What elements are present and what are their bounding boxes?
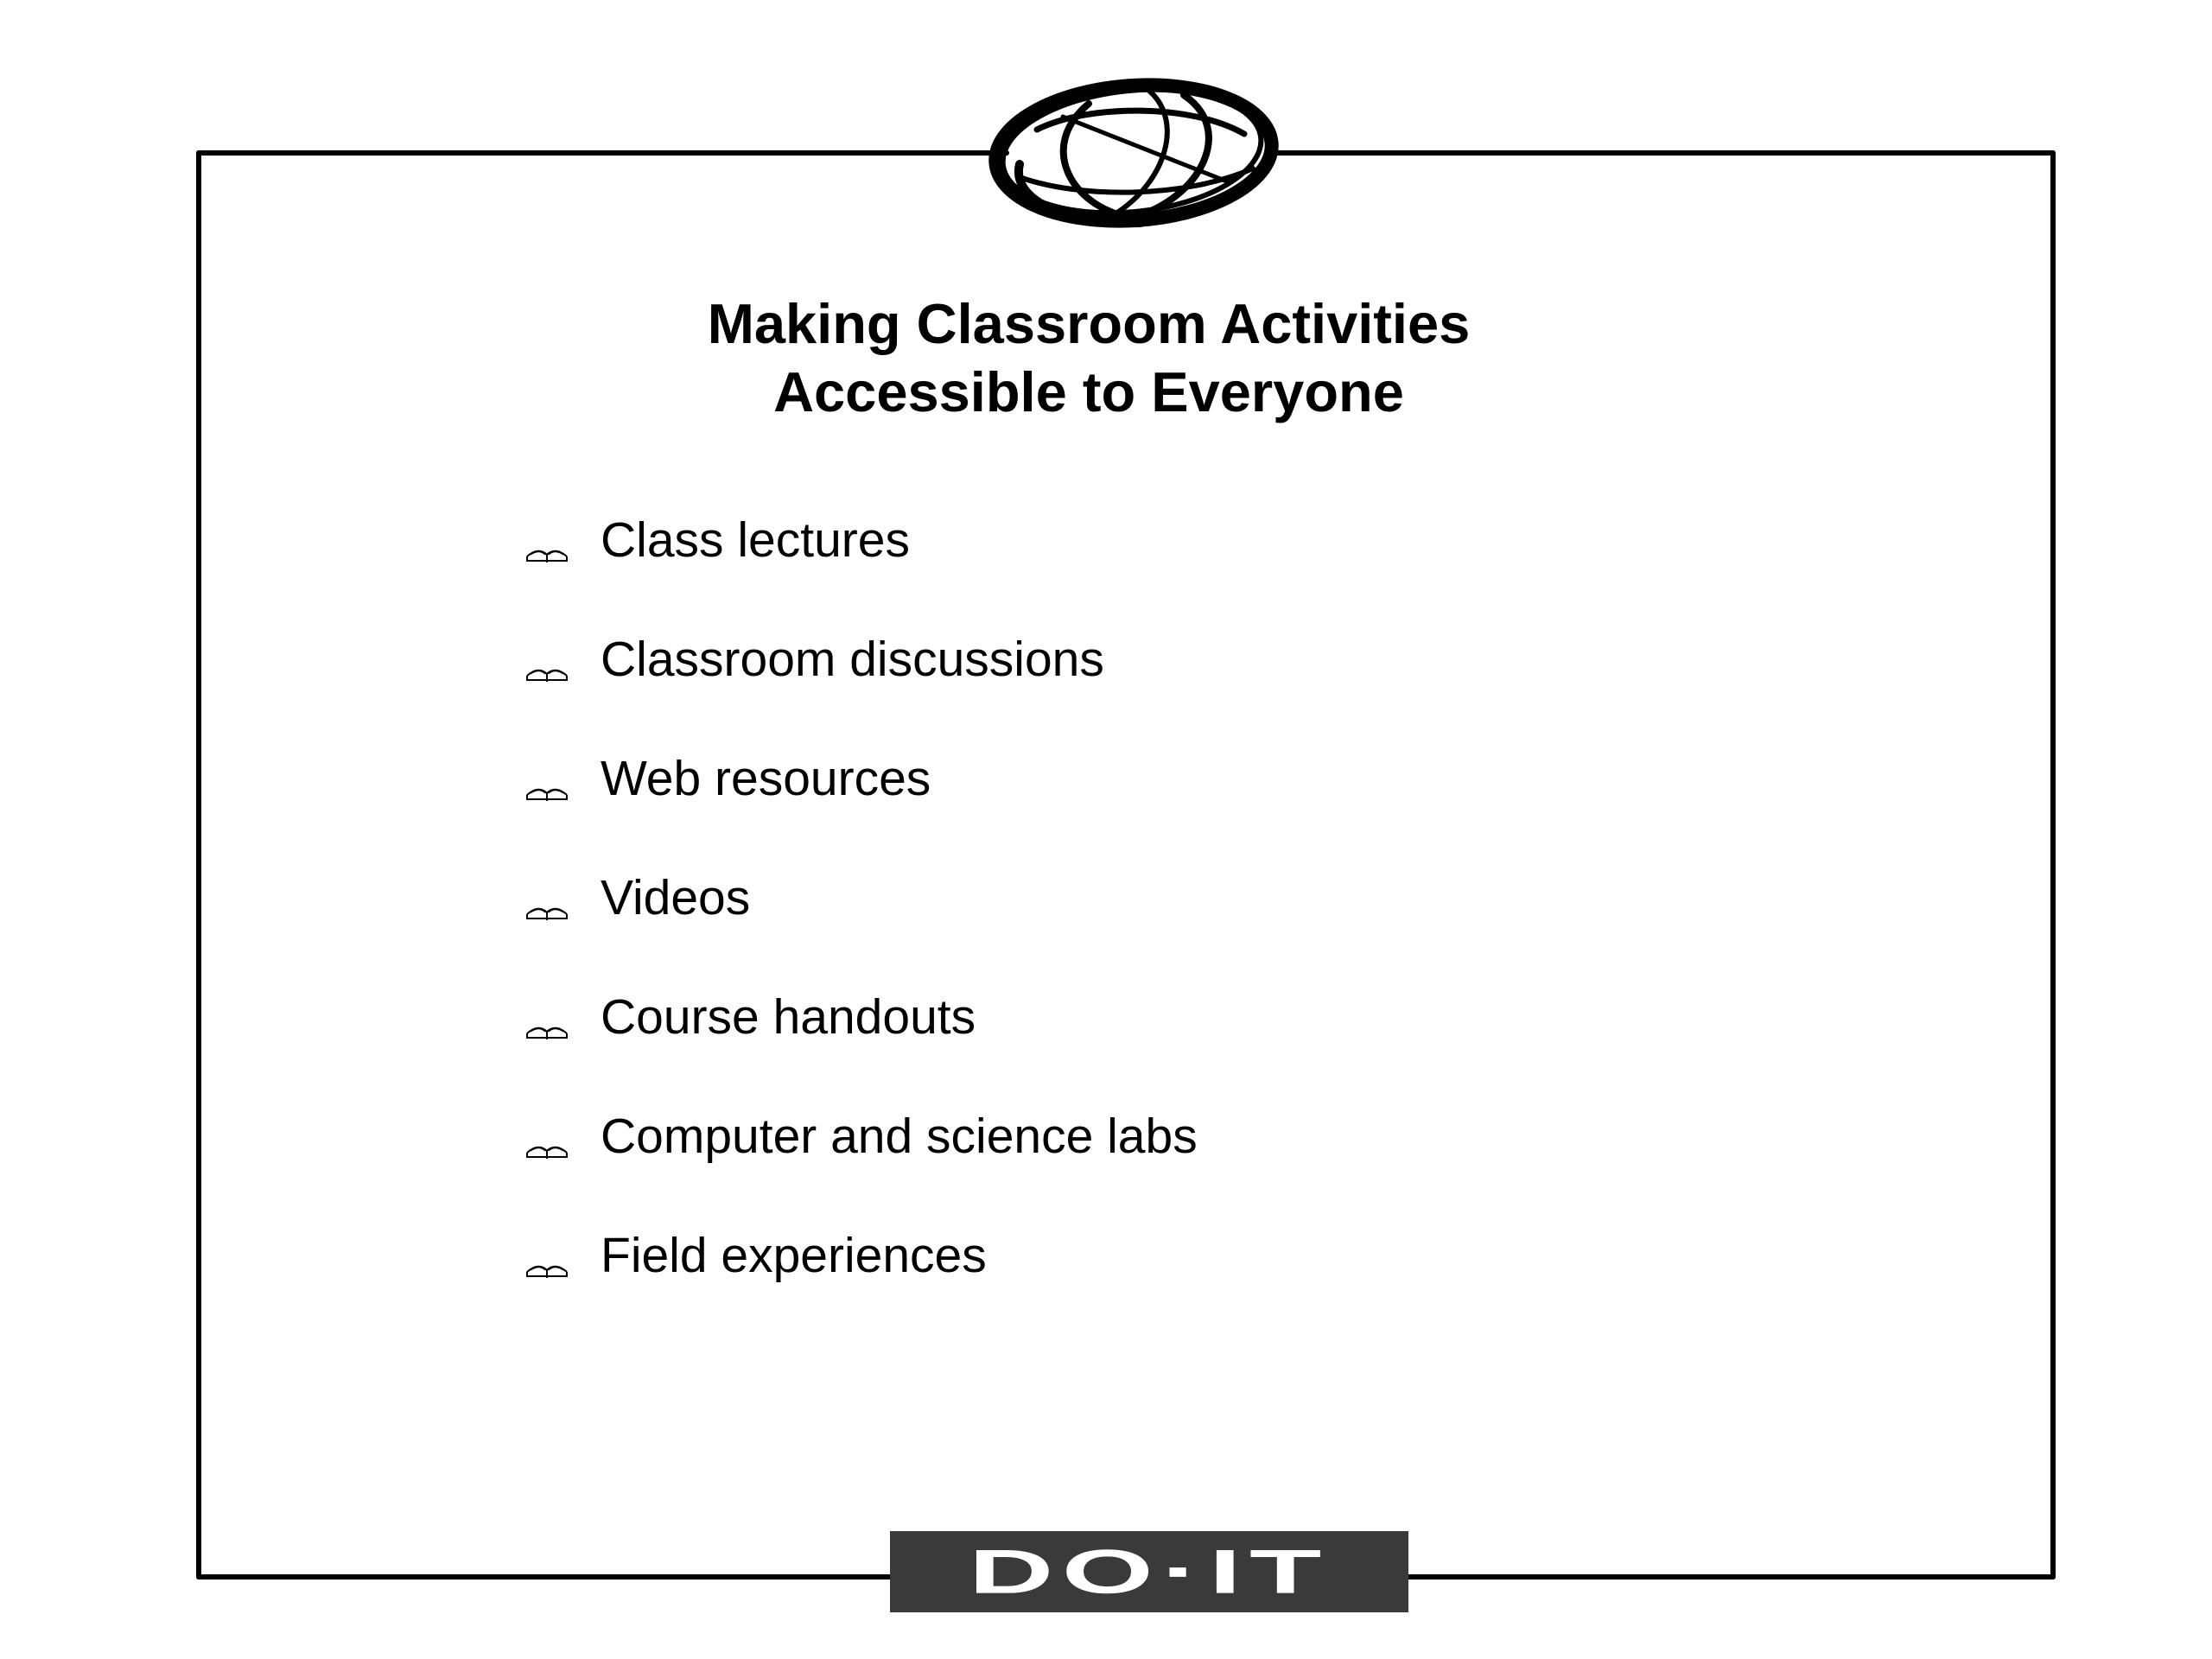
list-item-label: Computer and science labs [601, 1109, 1198, 1164]
bullet-list [524, 0, 1821, 1659]
list-item-label: Class lectures [601, 512, 910, 568]
book-icon [524, 1011, 569, 1040]
book-icon [524, 1249, 569, 1279]
list-item [524, 982, 976, 1052]
list-item-label: Course handouts [601, 989, 976, 1045]
list-item-label: Web resources [601, 751, 931, 806]
book-icon [524, 772, 569, 802]
book-icon [524, 892, 569, 921]
book-icon [524, 1130, 569, 1160]
list-item [524, 505, 910, 575]
book-icon [524, 534, 569, 563]
title-line-2: Accessible to Everyone [773, 360, 1404, 423]
list-item-label: Videos [601, 870, 751, 925]
list-item-label: Classroom discussions [601, 632, 1104, 687]
list-item-label: Field experiences [601, 1228, 987, 1283]
list-item [524, 744, 931, 813]
list-item [524, 1102, 1198, 1171]
doit-logo-badge [890, 1531, 1408, 1612]
list-item [524, 1221, 987, 1290]
book-icon [524, 653, 569, 683]
list-item [524, 863, 750, 932]
title-line-1: Making Classroom Activities [707, 292, 1471, 355]
doit-logo-text: DO·IT [969, 1536, 1330, 1607]
list-item [524, 625, 1104, 694]
